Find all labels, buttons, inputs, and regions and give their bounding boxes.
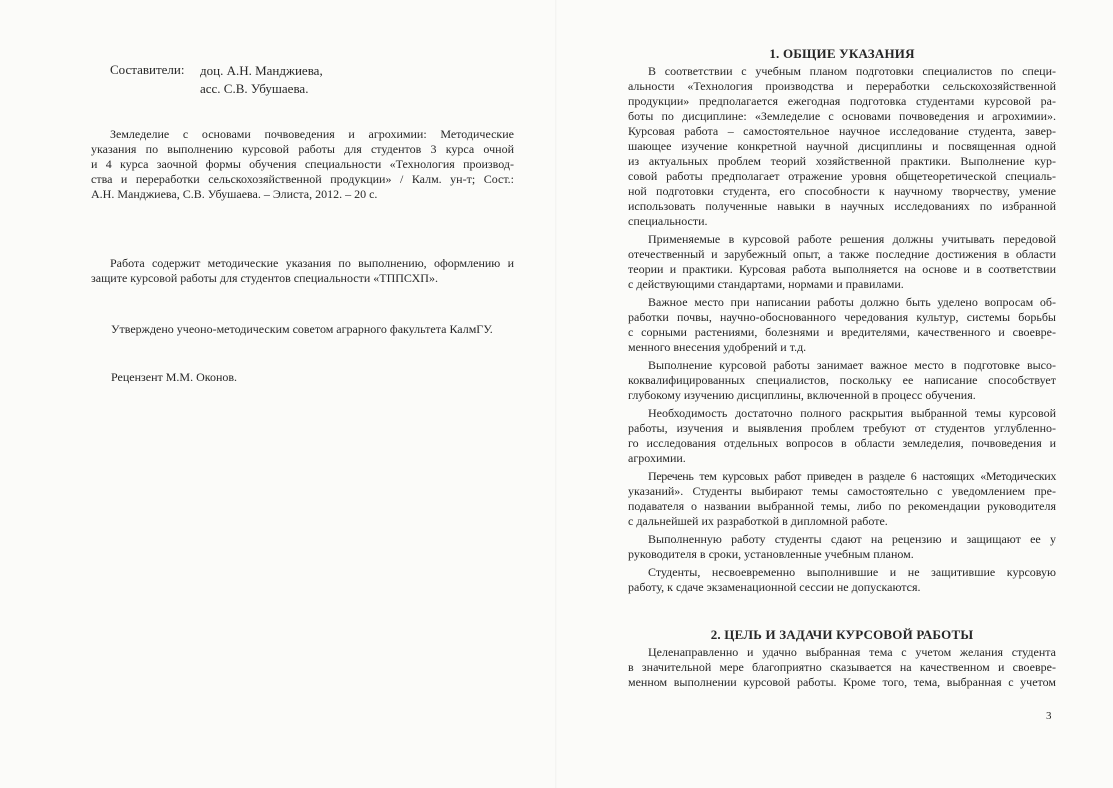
section2-heading: 2. ЦЕЛЬ И ЗАДАЧИ КУРСОВОЙ РАБОТЫ [710, 627, 974, 642]
citation-line: указания по выполнению курсовой работы для студентов 3 курса очной [91, 142, 514, 156]
text-line: Применяемые в курсовой работе решения должны учитывать передовой [648, 232, 1056, 246]
text-line: Студенты, несвоевременно выполнившие и не защитившие курсовую [648, 565, 1056, 579]
text-line: Курсовая работа – самостоятельное научное исследование студента, завер- [628, 124, 1056, 138]
section1-body [628, 64, 1056, 595]
citation-line: ства и переработки сельскохозяйственной продукции» / Калм. ун-т; Сост.: [91, 172, 514, 186]
text-line: использовать полученные навыки в научных исследованиях по избранной [628, 199, 1056, 213]
text-line: В соответствии с учебным планом подготовки специалистов по специ- [648, 64, 1056, 78]
text-line: Выполненную работу студенты сдают на рецензию и защищают ее у [648, 532, 1056, 546]
paragraph [628, 532, 1056, 562]
text-line: агрохимии. [628, 451, 686, 465]
text-line: менном выполнении курсовой работы. Кроме того, тема, выбранная с учетом [628, 675, 1056, 689]
text-line: ной подготовки студента, его способности к научному творчеству, умение [628, 184, 1056, 198]
paragraph [628, 295, 1056, 355]
text-line: работки почвы, научно-обоснованного чередования культур, системы борьбы [628, 310, 1056, 324]
citation-line: и 4 курса заочной формы обучения специальности «Технология производ- [91, 157, 514, 171]
contents-line: защите курсовой работы для студентов специальности «ТППСХП». [91, 271, 438, 285]
text-line: работу, к сдаче экзаменационной сессии не допускаются. [628, 580, 921, 594]
compilers-label: Составители: [110, 62, 185, 77]
text-line: подавателя о названии выбранной темы, либо по рекомендации руководителя [628, 499, 1056, 513]
text-line: из актуальных проблем теорий хозяйственной практики. Выполнение кур- [628, 154, 1056, 168]
text-line: с сорными растениями, болезнями и вредителями, качественного и своевре- [628, 325, 1056, 339]
text-line: указаний». Студенты выбирают темы самостоятельно с уведомлением пре- [628, 484, 1056, 498]
reviewer-note: Рецензент М.М. Оконов. [111, 370, 238, 384]
text-line: с дальнейшей их разработкой в дипломной работе. [628, 514, 888, 528]
text-line: работы, изучения и выявления проблем требуют от студентов углубленно- [628, 421, 1056, 435]
contents-note [91, 256, 514, 286]
paragraph [628, 358, 1056, 403]
compiler-name: асс. С.В. Убушаева. [200, 81, 309, 96]
right-page [556, 0, 1113, 788]
text-line: Перечень тем курсовых работ приведен в разделе 6 настоящих «Методических [648, 469, 1056, 483]
text-line: альности «Технология производства и переработки сельскохозяйственной [628, 79, 1056, 93]
text-line: Важное место при написании работы должно быть уделено вопросам об- [648, 295, 1056, 309]
section1-heading: 1. ОБЩИЕ УКАЗАНИЯ [769, 46, 915, 61]
approval-note: Утверждено учеоно-методическим советом аграрного факультета КалмГУ. [111, 322, 493, 336]
text-line: теории и практики. Курсовая работа выполняется на основе и в соответствии [628, 262, 1056, 276]
text-line: в значительной мере благоприятно сказывается на качественном и своевре- [628, 660, 1056, 674]
citation-line: А.Н. Манджиева, С.В. Убушаева. – Элиста, 2012. – 20 с. [91, 187, 378, 201]
text-line: с действующими стандартами, нормами и правилами. [628, 277, 904, 291]
text-line: Целенаправленно и удачно выбранная тема с учетом желания студента [648, 645, 1056, 659]
left-page [0, 0, 556, 788]
text-line: совой работы предполагает отражение уровня общетеоретической специаль- [628, 169, 1056, 183]
text-line: глубокому изучению дисциплины, включенной в процесс обучения. [628, 388, 976, 402]
text-line: боты по дисциплине: «Земледелие с основами почвоведения и агрохимии». [628, 109, 1056, 123]
text-line: отечественный и зарубежный опыт, а также последние достижения в области [628, 247, 1056, 261]
text-line: руководителя в сроки, установленные учебным планом. [628, 547, 914, 561]
contents-line: Работа содержит методические указания по выполнению, оформлению и [110, 256, 514, 270]
text-line: Выполнение курсовой работы занимает важное место в подготовке высо- [648, 358, 1056, 372]
section2-body [628, 645, 1056, 690]
bibliographic-citation [91, 127, 514, 202]
paragraph [628, 565, 1056, 595]
paragraph [628, 232, 1056, 292]
text-line: специальности. [628, 214, 708, 228]
page-number: 3 [1046, 710, 1052, 722]
text-line: шающее изучение конкретной научной дисциплины и посвященная одной [628, 139, 1056, 153]
text-line: Необходимость достаточно полного раскрытия выбранной темы курсовой [648, 406, 1056, 420]
compilers-list [200, 62, 323, 98]
text-line: продукции» предполагается ежегодная подготовка студентами курсовой ра- [628, 94, 1056, 108]
compiler-name: доц. А.Н. Манджиева, [200, 63, 323, 78]
citation-line: Земледелие с основами почвоведения и агрохимии: Методические [110, 127, 514, 141]
paragraph [628, 64, 1056, 229]
text-line: го исследования отдельных вопросов в области земледелия, почвоведения и [628, 436, 1056, 450]
paragraph [628, 469, 1056, 529]
text-line: менного внесения удобрений и т.д. [628, 340, 807, 354]
text-line: коквалифицированных специалистов, поскольку ее написание способствует [628, 373, 1056, 387]
paragraph [628, 406, 1056, 466]
